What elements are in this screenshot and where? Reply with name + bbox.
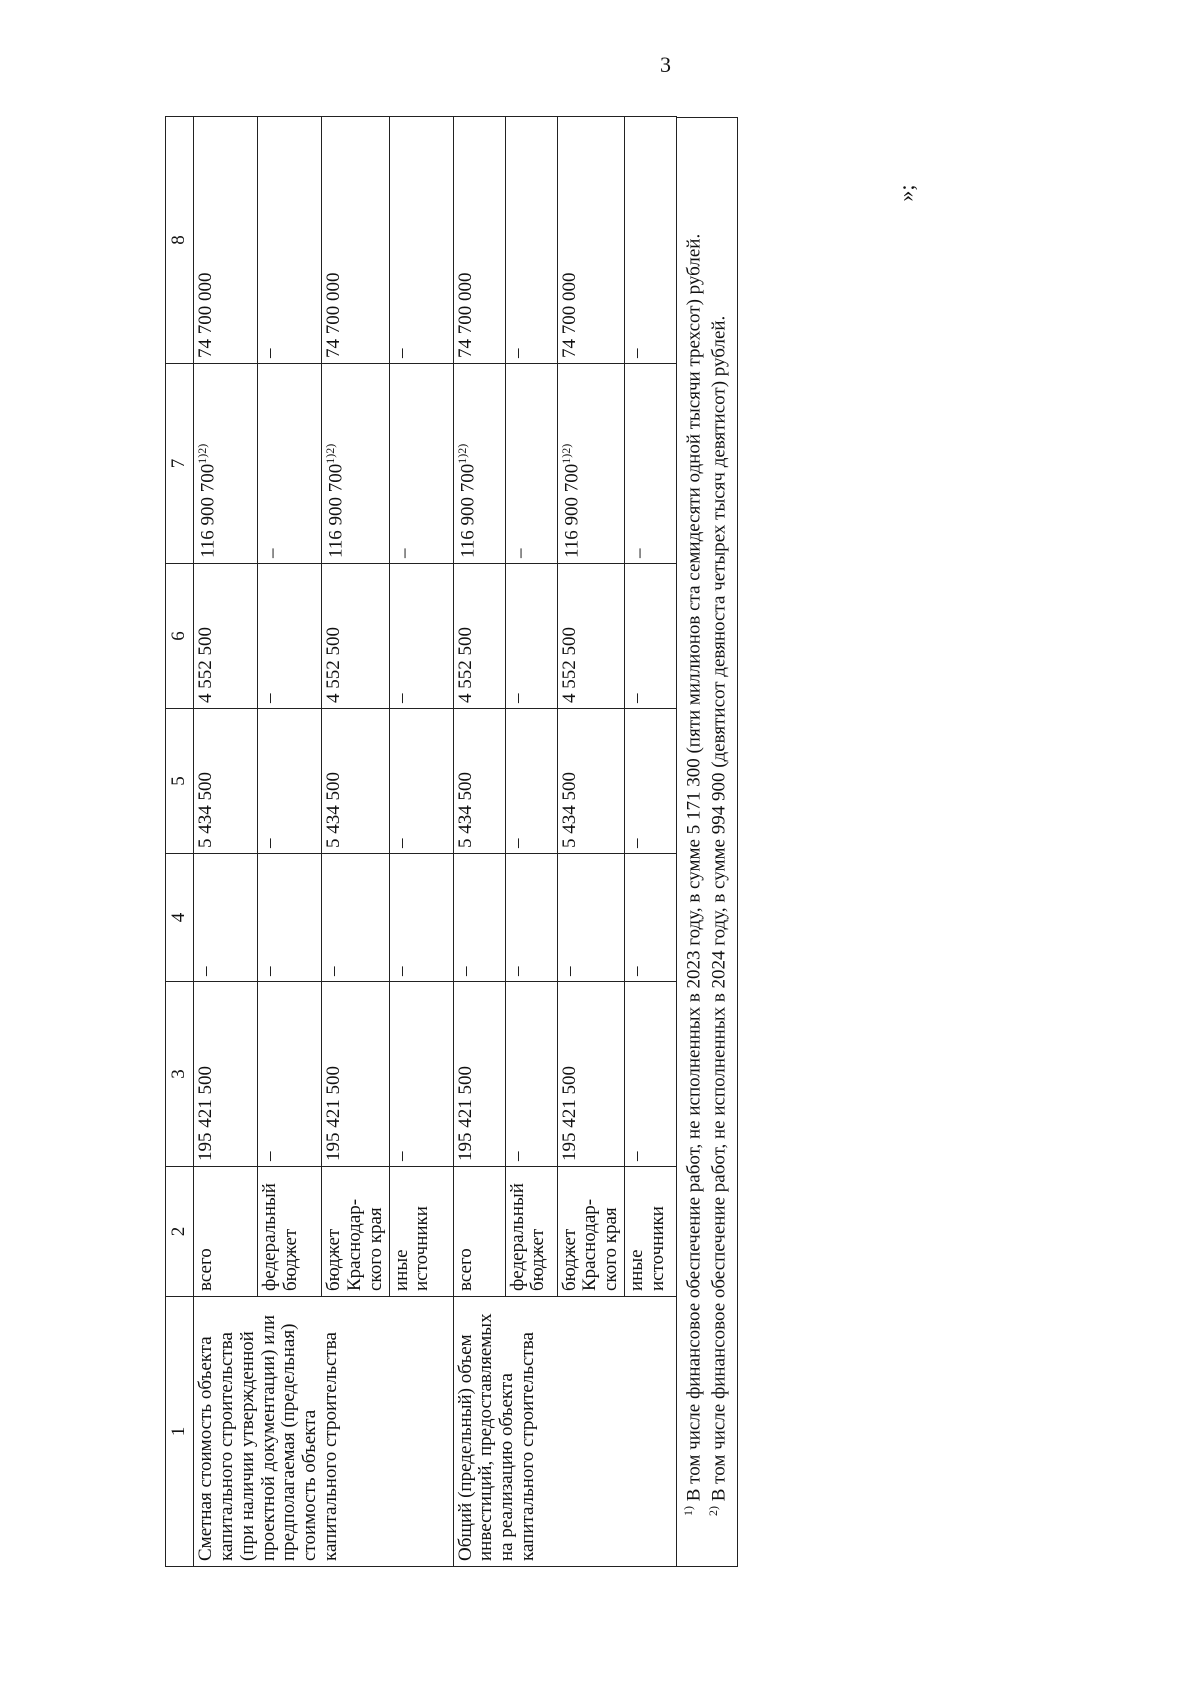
footnotes: [677, 117, 737, 1567]
cell-value: –: [506, 348, 528, 358]
funding-source: бюджет Краснодар- ского края: [557, 1167, 625, 1297]
cell-value: –: [506, 693, 528, 703]
cell-c6: [193, 564, 257, 709]
cell-c5: [321, 709, 389, 854]
cell-value: 116 900 700: [197, 463, 219, 558]
cell-value: –: [626, 693, 648, 703]
cell-c5: [625, 709, 677, 854]
footnote-2: [706, 126, 731, 1558]
cell-value: –: [390, 693, 412, 703]
cell-value: –: [558, 966, 580, 976]
cell-value: –: [508, 548, 530, 558]
col-header-3: 3: [166, 982, 194, 1167]
cell-value: –: [454, 966, 476, 976]
header-row: [166, 117, 194, 1567]
cell-c4: [321, 854, 389, 982]
col-header-7: 7: [166, 364, 194, 564]
cell-c3: [193, 982, 257, 1167]
cell-c7: [193, 364, 257, 564]
cell-value: –: [322, 966, 344, 976]
financing-table: [165, 116, 677, 1567]
cell-value: 195 421 500: [558, 1066, 580, 1161]
cell-c3: [557, 982, 625, 1167]
funding-source: федеральный бюджет: [257, 1167, 321, 1297]
closing-quote: »;: [893, 184, 919, 202]
cell-value: –: [258, 966, 280, 976]
cell-c4: [193, 854, 257, 982]
funding-source: иные источники: [389, 1167, 453, 1297]
cell-value: –: [626, 348, 648, 358]
cell-value: –: [628, 548, 650, 558]
cell-value: 195 421 500: [454, 1066, 476, 1161]
table-row: [193, 117, 257, 1567]
cell-value: 116 900 700: [325, 463, 347, 558]
cell-c8: [557, 117, 625, 364]
col-header-5: 5: [166, 709, 194, 854]
cell-c3: [625, 982, 677, 1167]
footnote-mark: 2): [705, 1506, 720, 1516]
cell-c7: [453, 364, 505, 564]
footnote-mark: 1): [681, 1506, 696, 1516]
cell-c7: [557, 364, 625, 564]
cell-c6: [453, 564, 505, 709]
cell-c3: [257, 982, 321, 1167]
cell-value: 4 552 500: [454, 627, 476, 703]
footnote-text: В том числе финансовое обеспечение работ, не исполненных в 2024 году, в сумме 994 900 (девятисот девяноста четырех тысяч девятисот) рублей.: [708, 315, 730, 1502]
cell-c6: [257, 564, 321, 709]
cell-value: –: [506, 1151, 528, 1161]
col-header-1: 1: [166, 1297, 194, 1567]
cell-c8: [321, 117, 389, 364]
cell-c6: [505, 564, 557, 709]
cell-c3: [505, 982, 557, 1167]
cell-value: 5 434 500: [194, 772, 216, 848]
cell-c3: [453, 982, 505, 1167]
cell-value: 74 700 000: [558, 272, 580, 358]
cell-value: 195 421 500: [194, 1066, 216, 1161]
col-header-4: 4: [166, 854, 194, 982]
cell-c5: [389, 709, 453, 854]
cell-c7: [257, 364, 321, 564]
cell-value: –: [506, 966, 528, 976]
cell-c6: [625, 564, 677, 709]
funding-source: всего: [193, 1167, 257, 1297]
footnote-1: [681, 126, 706, 1558]
cell-value: 74 700 000: [454, 272, 476, 358]
cell-c8: [193, 117, 257, 364]
cell-c4: [625, 854, 677, 982]
cell-c3: [389, 982, 453, 1167]
rotated-content: [165, 117, 925, 1567]
cell-c8: [453, 117, 505, 364]
col-header-6: 6: [166, 564, 194, 709]
table-row: [453, 117, 505, 1567]
cell-c5: [257, 709, 321, 854]
cell-value: 4 552 500: [322, 627, 344, 703]
cell-c4: [505, 854, 557, 982]
cell-c8: [389, 117, 453, 364]
cell-value: –: [390, 838, 412, 848]
cell-c8: [625, 117, 677, 364]
cell-c4: [257, 854, 321, 982]
table-body: [193, 117, 676, 1567]
cell-c4: [557, 854, 625, 982]
cell-value: –: [258, 348, 280, 358]
cell-value: –: [258, 693, 280, 703]
cell-value: –: [390, 348, 412, 358]
cell-c7: [505, 364, 557, 564]
cell-value: 4 552 500: [558, 627, 580, 703]
cell-c6: [321, 564, 389, 709]
cell-c3: [321, 982, 389, 1167]
row-group-label: Общий (предельный) объем инвестиций, предоставляемых на реализацию объекта капитального строительства: [453, 1297, 677, 1567]
cell-value: 5 434 500: [454, 772, 476, 848]
cell-value: 116 900 700: [560, 463, 582, 558]
cell-c5: [193, 709, 257, 854]
cell-c5: [505, 709, 557, 854]
cell-value: –: [258, 1151, 280, 1161]
page-number: 3: [660, 52, 671, 77]
funding-source: федеральный бюджет: [505, 1167, 557, 1297]
funding-source: иные источники: [625, 1167, 677, 1297]
footnote-text: В том числе финансовое обеспечение работ, не исполненных в 2023 году, в сумме 5 171 300 (пяти миллионов ста семидесяти одной тысячи трехсот) рублей.: [683, 233, 705, 1502]
cell-value: –: [626, 966, 648, 976]
footnote-ref: 1)2): [322, 443, 337, 464]
funding-source: всего: [453, 1167, 505, 1297]
cell-c7: [625, 364, 677, 564]
cell-value: –: [390, 966, 412, 976]
cell-c7: [321, 364, 389, 564]
cell-c7: [389, 364, 453, 564]
cell-value: –: [506, 838, 528, 848]
footnote-ref: 1)2): [558, 443, 573, 464]
footnote-ref: 1)2): [454, 443, 469, 464]
cell-value: –: [194, 966, 216, 976]
cell-value: –: [392, 548, 414, 558]
cell-value: 74 700 000: [194, 272, 216, 358]
cell-c6: [389, 564, 453, 709]
cell-value: –: [258, 838, 280, 848]
cell-value: –: [390, 1151, 412, 1161]
cell-c4: [389, 854, 453, 982]
cell-c8: [257, 117, 321, 364]
cell-value: –: [626, 1151, 648, 1161]
cell-value: –: [626, 838, 648, 848]
cell-c4: [453, 854, 505, 982]
cell-value: 4 552 500: [194, 627, 216, 703]
cell-value: 116 900 700: [456, 463, 478, 558]
footnote-ref: 1)2): [194, 443, 209, 464]
cell-c6: [557, 564, 625, 709]
cell-c5: [557, 709, 625, 854]
cell-c5: [453, 709, 505, 854]
cell-value: 5 434 500: [322, 772, 344, 848]
col-header-8: 8: [166, 117, 194, 364]
cell-c8: [505, 117, 557, 364]
funding-source: бюджет Краснодар- ского края: [321, 1167, 389, 1297]
cell-value: 74 700 000: [322, 272, 344, 358]
row-group-label: Сметная стоимость объекта капитального строительства (при наличии утвержденной проектной документации) или предполагаемая (предельная) стоимость объекта капитального строительства: [193, 1297, 453, 1567]
col-header-2: 2: [166, 1167, 194, 1297]
cell-value: –: [261, 548, 283, 558]
cell-value: 195 421 500: [322, 1066, 344, 1161]
cell-value: 5 434 500: [558, 772, 580, 848]
